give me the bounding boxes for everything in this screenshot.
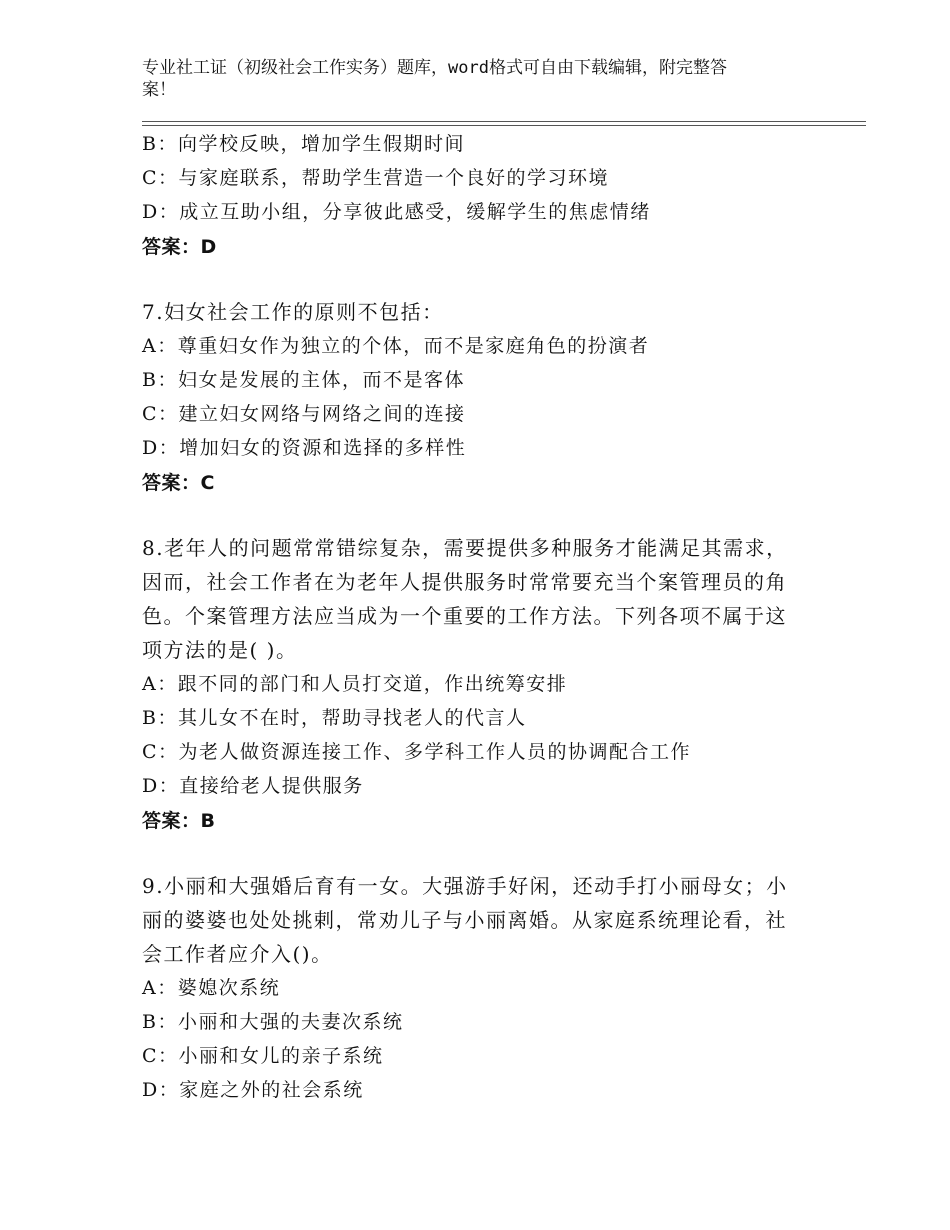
option-b: B：小丽和大强的夫妻次系统 bbox=[142, 1011, 404, 1033]
question-9 bbox=[142, 869, 802, 1107]
question-stem bbox=[142, 295, 802, 329]
stem-line: 项方法的是( )。 bbox=[142, 638, 298, 662]
spacer bbox=[142, 839, 802, 869]
spacer bbox=[142, 501, 802, 531]
stem-line: 9.小丽和大强婚后育有一女。大强游手好闲，还动手打小丽母女；小 bbox=[142, 874, 788, 898]
option-b: B：向学校反映，增加学生假期时间 bbox=[142, 133, 465, 155]
header-title-line-1: 专业社工证（初级社会工作实务）题库，word格式可自由下载编辑，附完整答 bbox=[142, 58, 727, 78]
header-title-line-2: 案！ bbox=[142, 80, 176, 100]
option-a: A：跟不同的部门和人员打交道，作出统筹安排 bbox=[142, 673, 568, 695]
stem-line: 因而，社会工作者在为老年人提供服务时常常要充当个案管理员的角 bbox=[142, 570, 787, 594]
question-6-continued bbox=[142, 127, 802, 265]
option-c: C：为老人做资源连接工作、多学科工作人员的协调配合工作 bbox=[142, 741, 692, 763]
option-d: D：家庭之外的社会系统 bbox=[142, 1079, 364, 1101]
question-7 bbox=[142, 295, 802, 501]
option-d: D：增加妇女的资源和选择的多样性 bbox=[142, 437, 467, 459]
option-b: B：妇女是发展的主体，而不是客体 bbox=[142, 369, 465, 391]
stem-line: 丽的婆婆也处处挑剌，常劝儿子与小丽离婚。从家庭系统理论看，社 bbox=[142, 908, 787, 932]
spacer bbox=[142, 265, 802, 295]
stem-line: 会工作者应介入()。 bbox=[142, 942, 333, 966]
option-c: C：与家庭联系，帮助学生营造一个良好的学习环境 bbox=[142, 167, 610, 189]
header-divider bbox=[142, 121, 866, 126]
answer-label: 答案：C bbox=[142, 472, 215, 494]
option-d: D：成立互助小组，分享彼此感受，缓解学生的焦虑情绪 bbox=[142, 201, 651, 223]
question-stem bbox=[142, 869, 802, 971]
page-header bbox=[142, 57, 792, 101]
question-stem bbox=[142, 531, 802, 667]
option-d: D：直接给老人提供服务 bbox=[142, 775, 364, 797]
option-c: C：建立妇女网络与网络之间的连接 bbox=[142, 403, 466, 425]
answer-label: 答案：B bbox=[142, 810, 216, 832]
option-b: B：其儿女不在时，帮助寻找老人的代言人 bbox=[142, 707, 527, 729]
question-8 bbox=[142, 531, 802, 839]
question-list bbox=[142, 127, 802, 1107]
option-c: C：小丽和女儿的亲子系统 bbox=[142, 1045, 384, 1067]
stem-line: 7.妇女社会工作的原则不包括： bbox=[142, 300, 444, 324]
stem-line: 色。个案管理方法应当成为一个重要的工作方法。下列各项不属于这 bbox=[142, 604, 787, 628]
answer-label: 答案：D bbox=[142, 236, 217, 258]
option-a: A：尊重妇女作为独立的个体，而不是家庭角色的扮演者 bbox=[142, 335, 650, 357]
stem-line: 8.老年人的问题常常错综复杂，需要提供多种服务才能满足其需求， bbox=[142, 536, 788, 560]
option-a: A：婆媳次系统 bbox=[142, 977, 281, 999]
